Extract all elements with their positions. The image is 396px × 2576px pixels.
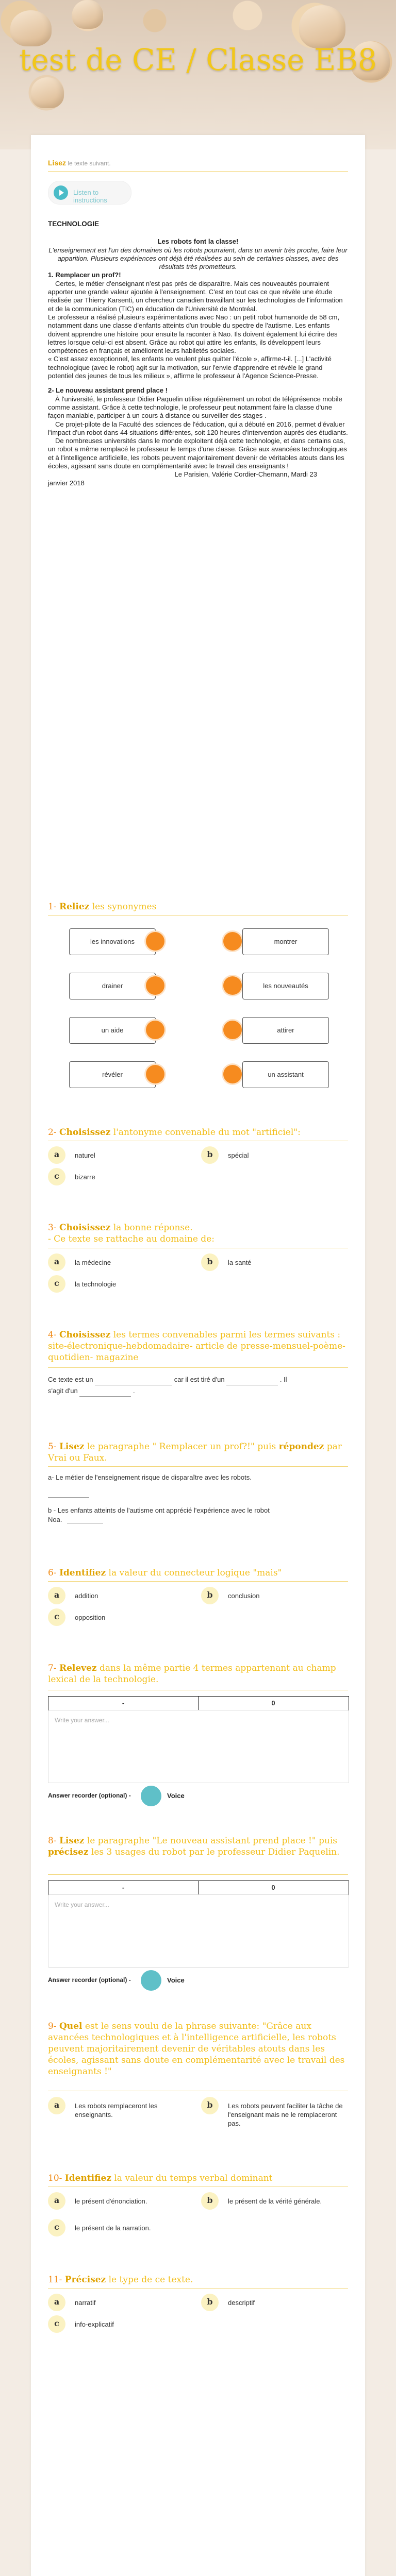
match-left-item: révéler [69,1061,156,1088]
option-badge: a [48,1146,65,1164]
answer-textarea[interactable] [48,1710,349,1783]
option-badge: a [48,1587,65,1604]
divider [48,1874,348,1875]
article-section-title: 1. Remplacer un prof?! [48,271,121,279]
option-label: addition [75,1592,98,1600]
match-left-dot[interactable] [146,1065,164,1083]
reading-instruction: Lisez le texte suivant. [48,159,111,167]
article-section-title: 2- Le nouveau assistant prend place ! [48,386,168,395]
question-2-title: 2- Choisissez l'antonyme convenable du mot "artificiel": [48,1127,301,1138]
question-1-title: 1- Reliez les synonymes [48,902,157,912]
blank-input[interactable] [226,1378,278,1385]
option-label: conclusion [228,1592,260,1600]
article-date: janvier 2018 [48,479,85,487]
seashell-image [31,77,64,108]
lexical-field-table [48,1696,349,1711]
statement-a: a- Le métier de l'enseignement risque de disparaître avec les robots. [48,1473,252,1481]
question-11-title: 11- Précisez le type de ce texte. [48,2275,193,2285]
match-right-dot[interactable] [223,932,242,951]
option-badge: b [201,1146,219,1164]
article-category: TECHNOLOGIE [48,220,100,228]
record-voice-button[interactable] [141,1786,161,1806]
question-10-title: 10- Identifiez la valeur du temps verbal dominant [48,2173,273,2183]
article-chapeau: L'enseignement est l'un des domaines où les robots pourraient, dans un avenir très proche, faire leur apparition. Plusieurs expériences ont déjà été réalisées au sein de certaines classes, avec des résultats très prometteurs. [48,246,348,271]
question-6-title: 6- Identifiez la valeur du connecteur logique "mais" [48,1568,282,1578]
voice-label: Voice [167,1792,185,1800]
answer-textarea[interactable] [48,1894,349,1968]
statement-b: b - Les enfants atteints de l'autisme ont apprécié l'expérience avec le robot [48,1506,270,1514]
answer-blank[interactable] [67,1516,103,1523]
option-label: le présent de la vérité générale. [228,2197,322,2205]
option-badge: b [201,2192,219,2210]
seashell-image [10,10,52,46]
match-left-dot[interactable] [146,1021,164,1039]
match-right-dot[interactable] [223,976,242,995]
question-5-title: 5- Lisez le paragraphe " Remplacer un prof?!" puis répondez par Vrai ou Faux. [48,1442,342,1463]
record-voice-button[interactable] [141,1970,161,1991]
option-label: bizarre [75,1173,95,1181]
option-label: la médecine [75,1259,111,1266]
option-badge: b [201,2097,219,2114]
option-badge: c [48,2219,65,2236]
option-badge: a [48,2097,65,2114]
article-paragraph: Ce projet-pilote de la Faculté des sciences de l'éducation, qui a débuté en 2016, permet d'évaluer l'impact d'un robot dans 44 situations différentes, soit 120 heures d'intervention auprès des étudiants. [48,420,348,436]
article-paragraph: « C'est assez exceptionnel, les enfants ne veulent plus quitter l'école », affirme-t-il. [...] L'activité technologique (avec le robot) agit sur la motivation, sur l'envie d'apprendre et révèle le grand potentiel des jeunes de tous les milieux », affirme le professeur à l'Agence Science-Presse. [48,355,332,380]
option-label: narratif [75,2299,96,2307]
statement-b-continued: Noa. [48,1516,62,1523]
article-paragraph: À l'université, le professeur Didier Paquelin utilise régulièrement un robot de téléprésence mobile comme assistant. Grâce à cette technologie, le professeur peut notamment faire la classe d'une façon maniable, participer à un cours à distance ou surveiller des stages . [48,395,342,420]
article-paragraph: De nombreuses universités dans le monde exploitent déjà cette technologie, et dans certains cas, un robot a même remplacé le professeur le temps d'une classe. Grâce aux avancées technologiques et à l'intelligence artificielle, les robots peuvent majoritairement devenir de véritables atouts dans les écoles, agissant sans doute en complémentarité avec le travail des enseignants ! [48,437,347,470]
voice-label: Voice [167,1976,185,1984]
listen-label: Listen to instructions [73,189,107,204]
article-text [48,220,348,487]
robot-uses-table [48,1880,349,1895]
table-header: - [122,1884,125,1891]
table-header: - [122,1699,125,1707]
answer-recorder-label: Answer recorder (optional) - [48,1976,131,1984]
option-badge: c [48,1608,65,1626]
option-badge: c [48,2315,65,2333]
option-label: la technologie [75,1280,117,1288]
option-label: la santé [228,1259,252,1266]
article-headline: Les robots font la classe! [157,238,239,246]
option-label: Les robots peuvent faciliter la tâche de l'enseignant mais ne le remplaceront pas. [228,2102,343,2127]
option-label: le présent de la narration. [75,2224,151,2232]
seashell-image [72,0,103,29]
terms-list: site-électronique-hebdomadaire- article de presse-mensuel-poème- quotidien- magazine [48,1341,345,1363]
option-label: info-explicatif [75,2320,114,2328]
divider [48,171,348,172]
match-left-item: les innovations [69,928,156,955]
answer-recorder-label: Answer recorder (optional) - [48,1792,131,1799]
match-left-item: drainer [69,973,156,999]
header-banner [0,0,396,149]
option-label: Les robots remplaceront les enseignants. [75,2102,158,2119]
option-badge: a [48,2192,65,2210]
divider [48,915,348,916]
fill-in-sentence: Ce texte est un car il est tiré d'un . Il s'agit d'un . [48,1374,348,1397]
match-right-item: les nouveautés [242,973,329,999]
divider [48,1466,348,1467]
match-right-dot[interactable] [223,1021,242,1039]
match-right-item: un assistant [242,1061,329,1088]
match-right-item: attirer [242,1017,329,1044]
option-label: le présent d'énonciation. [75,2197,147,2205]
blank-input[interactable] [95,1378,172,1385]
match-left-item: un aide [69,1017,156,1044]
answer-placeholder: Write your answer... [55,1717,109,1724]
divider [48,1581,348,1582]
question-8-title: 8- Lisez le paragraphe "Le nouveau assistant prend place !" puis précisez les 3 usages du robot par le professeur Didier Paquelin. [48,1836,340,1857]
option-badge: a [48,1253,65,1271]
article-paragraph: Le professeur a réalisé plusieurs expérimentations avec Nao : un petit robot humanoïde de 58 cm, notamment dans une classe d'enfants atteints d'un trouble du spectre de l'autisme. Les enfants doivent apprendre une histoire pour ensuite la raconter à Nao. Ils doivent également lui écrire des lettres lorsque celui-ci est absent. Grâce au robot qui attire les enfants, ils développent leurs compétences en français et améliorent leurs habiletés sociales. [48,313,340,355]
question-3-title: 3- Choisissez la bonne réponse. - Ce texte se rattache au domaine de: [48,1223,214,1244]
listen-instructions-button[interactable] [48,181,131,205]
match-left-dot[interactable] [146,976,164,995]
divider [48,1367,348,1368]
option-badge: c [48,1275,65,1293]
question-7-title: 7- Relevez dans la même partie 4 termes appartenant au champ lexical de la technologie. [48,1663,336,1685]
option-badge: a [48,2294,65,2311]
article-signature: Le Parisien, Valérie Cordier-Chemann, Mardi 23 [174,470,317,479]
option-label: naturel [75,1151,95,1159]
option-badge: b [201,2294,219,2311]
option-badge: b [201,1253,219,1271]
option-label: opposition [75,1614,106,1621]
question-9-title: 9- Quel est le sens voulu de la phrase suivante: "Grâce aux avancées technologiques et à l'intelligence artificielle, les robots peuvent majoritairement devenir de véritables atouts dans les écoles, agissant sans doute en complémentarité avec le travail des enseignants !" [48,2021,345,2077]
divider [48,2288,348,2289]
question-4-title: 4- Choisissez les termes convenables parmi les termes suivants : site-électronique-hebdomadaire- article de presse-mensuel-poème- quotidien- magazine [48,1330,345,1363]
option-badge: b [201,1587,219,1604]
blank-input[interactable] [79,1389,131,1397]
answer-placeholder: Write your answer... [55,1901,109,1908]
match-right-item: montrer [242,928,329,955]
table-header: 0 [271,1699,275,1707]
article-paragraph: Certes, le métier d'enseignant n'est pas près de disparaître. Mais ces nouveautés pourraient apporter une grande valeur ajoutée à l'enseignement. C'est en tout cas ce que révèle une étude réalisée par Thierry Karsenti, un chercheur canadien travaillant sur les technologies de l'information et de la communication (TIC) en éducation de l'Université de Montréal. [48,279,343,313]
option-label: spécial [228,1151,249,1159]
play-icon [54,185,68,200]
worksheet-card [31,135,365,2576]
answer-blank[interactable] [48,1490,89,1498]
table-header: 0 [271,1884,275,1891]
option-label: descriptif [228,2299,255,2307]
option-badge: c [48,1168,65,1185]
match-left-dot[interactable] [146,932,164,951]
match-right-dot[interactable] [223,1065,242,1083]
page-title: test de CE / Classe EB8 [19,42,377,77]
